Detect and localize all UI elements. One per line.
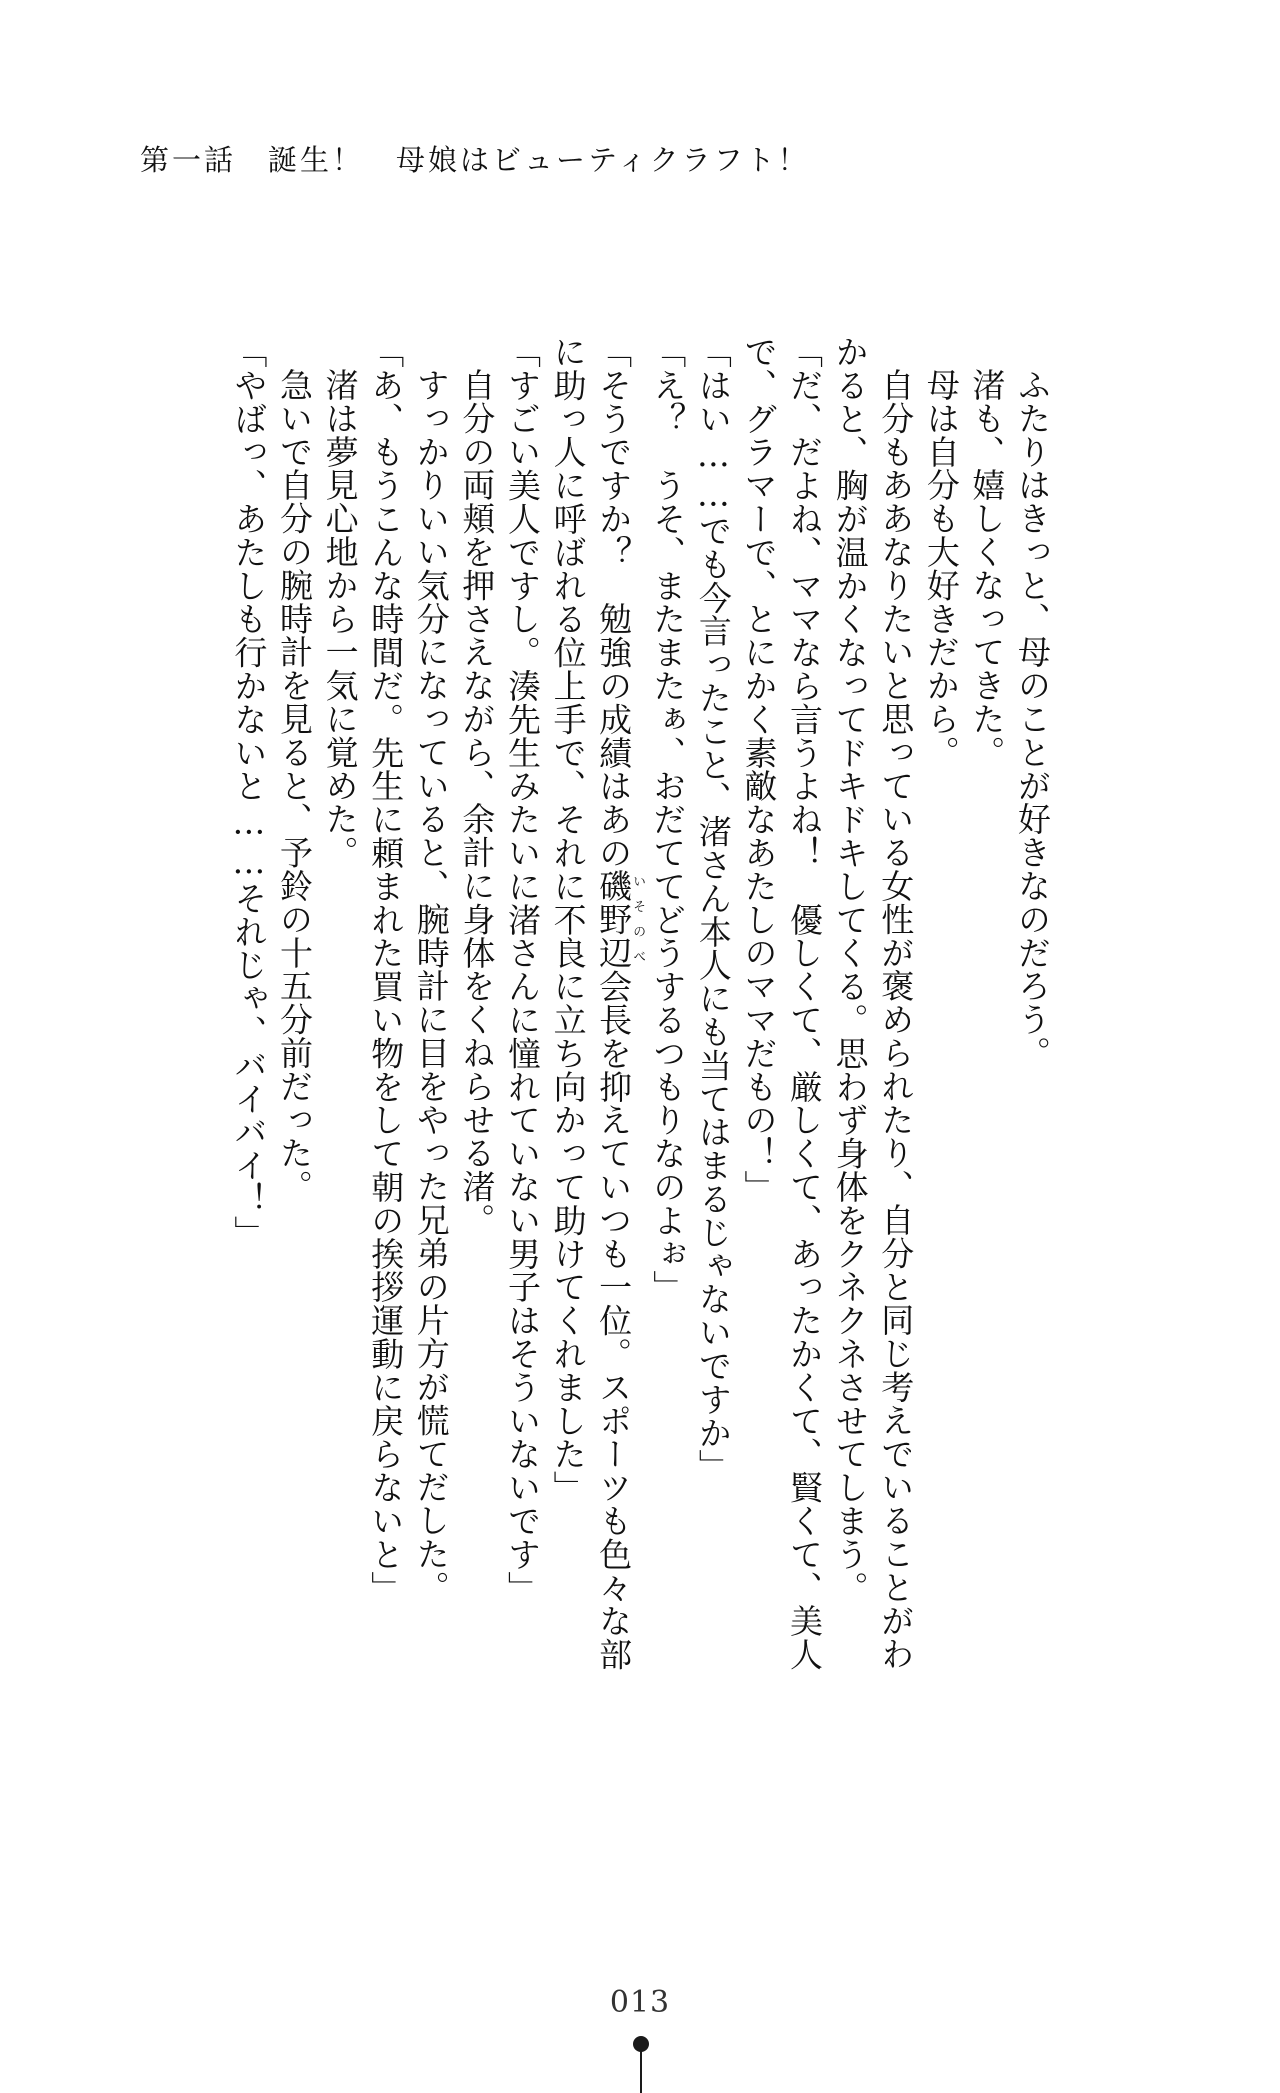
text-line: 「あ、もうこんな時間だ。先生に頼まれた買い物をして朝の挨拶運動に戻らないと」 [366,335,406,1605]
text-line: すっかりいい気分になっていると、腕時計に目をやった兄弟の片方が慌てだした。 [411,368,451,1604]
text-line: 「やばっ、あたしも行かないと……それじゃ、バイバイ！」 [229,335,269,1249]
text-line: で、グラマーで、とにかく素敵なあたしのママだもの！」 [739,335,779,1204]
text-line: 「はい……でも今言ったこと、渚さん本人にも当てはまるじゃないですか」 [693,335,733,1483]
ruby-reading: いそのべ [630,869,646,970]
text-line: 渚は夢見心地から一気に覚めた。 [320,368,360,869]
text-line: に助っ人に呼ばれる位上手で、それに不良に立ち向かって助けてくれました」 [548,335,588,1504]
text-line: 母は自分も大好きだから。 [921,368,961,769]
text-line: 急いで自分の腕時計を見ると、予鈴の十五分前だった。 [275,368,314,1203]
folio-line-ornament [640,2050,642,2093]
text-line: 「え？ うそ、またまたぁ、おだててどうするつもりなのよぉ」 [648,335,688,1304]
page-number: 013 [609,1985,671,2020]
text-line: ふたりはきっと、母のことが好きなのだろう。 [1013,368,1052,1070]
text-segment: 会長を抑えていつも一位。スポーツも色々な部 [594,969,634,1672]
text-line: 「すごい美人ですし。湊先生みたいに渚さんに憧れていない男子はそういないです」 [502,335,542,1605]
text-line: 自分もああなりたいと思っている女性が褒められたり、自分と同じ考えでいることがわ [876,368,916,1671]
text-line: 渚も、嬉しくなってきた。 [967,368,1007,769]
text-line-with-ruby [591,335,645,1875]
novel-body-text [226,335,1055,1875]
text-line: 自分の両頬を押さえながら、余計に身体をくねらせる渚。 [457,368,497,1237]
text-line: 「だ、だよね、ママなら言うよね！ 優しくて、厳しくて、あったかくて、賢くて、美人 [785,335,825,1671]
text-line: かると、胸が温かくなってドキドキしてくる。思わず身体をクネクネさせてしまう。 [830,335,870,1605]
running-title: 第一話 誕生！ 母娘はビューティクラフト！ [140,143,810,177]
ruby-base: 磯野辺 [594,869,634,970]
ruby-annotation [594,869,646,970]
text-segment: 「そうですか？ 勉強の成績はあの [594,335,634,870]
